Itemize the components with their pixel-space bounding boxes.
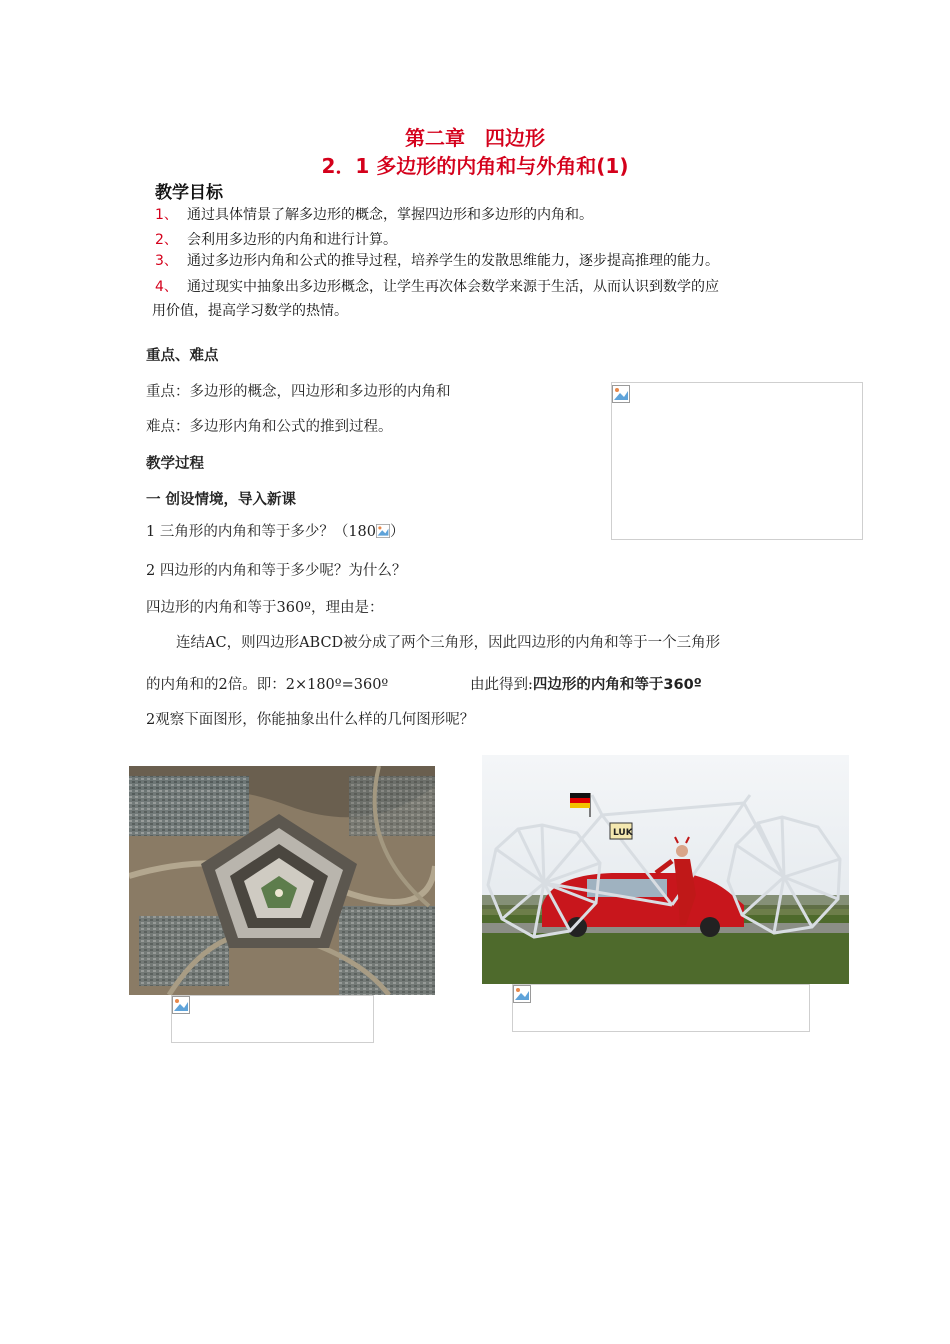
conclusion: 由此得到:四边形的内角和等于360º bbox=[470, 677, 702, 693]
reason-line-2: 的内角和的2倍。即：2×180º=360º bbox=[146, 677, 389, 693]
objective-item: 3、 通过多边形内角和公式的推导过程，培养学生的发散思维能力，逐步提高推理的能力。 bbox=[155, 253, 719, 269]
chapter-title: 第二章 四边形 bbox=[405, 126, 545, 150]
image-placeholder-frame bbox=[512, 984, 810, 1032]
image-placeholder-frame bbox=[171, 995, 374, 1043]
section-heading: 一 创设情境，导入新课 bbox=[146, 492, 297, 508]
question-2: 2 四边形的内角和等于多少呢？为什么？ bbox=[146, 563, 407, 579]
question-3: 2观察下面图形，你能抽象出什么样的几何图形呢？ bbox=[146, 712, 475, 728]
objective-item: 2、 会利用多边形的内角和进行计算。 bbox=[155, 232, 397, 248]
broken-image-icon bbox=[172, 996, 190, 1014]
broken-image-icon bbox=[513, 985, 531, 1003]
giant-bicycle-photo bbox=[482, 755, 849, 984]
broken-image-icon bbox=[612, 385, 630, 403]
keypoints-heading: 重点、难点 bbox=[146, 348, 219, 364]
process-heading: 教学过程 bbox=[146, 456, 204, 472]
objective-item: 4、 通过现实中抽象出多边形概念，让学生再次体会数学来源于生活，从而认识到数学的应 bbox=[155, 279, 719, 295]
svg-text:LUK: LUK bbox=[613, 828, 633, 838]
lesson-title: 2．1 多边形的内角和与外角和(1) bbox=[321, 154, 629, 178]
reason-line-1: 连结AC，则四边形ABCD被分成了两个三角形，因此四边形的内角和等于一个三角形 bbox=[176, 635, 721, 651]
objectives-heading: 教学目标 bbox=[155, 183, 223, 203]
keypoint-text: 重点：多边形的概念，四边形和多边形的内角和 bbox=[146, 384, 451, 400]
difficulty-text: 难点：多边形内角和公式的推到过程。 bbox=[146, 419, 393, 435]
objective-continuation: 用价值，提高学习数学的热情。 bbox=[152, 303, 348, 319]
question-1: 1 三角形的内角和等于多少？（180 ） bbox=[146, 524, 405, 540]
image-placeholder-frame bbox=[611, 382, 863, 540]
broken-image-icon bbox=[376, 523, 390, 539]
pentagon-aerial-photo bbox=[129, 766, 435, 995]
question-2-answer: 四边形的内角和等于360º，理由是： bbox=[146, 600, 384, 616]
objective-item: 1、 通过具体情景了解多边形的概念，掌握四边形和多边形的内角和。 bbox=[155, 207, 593, 223]
